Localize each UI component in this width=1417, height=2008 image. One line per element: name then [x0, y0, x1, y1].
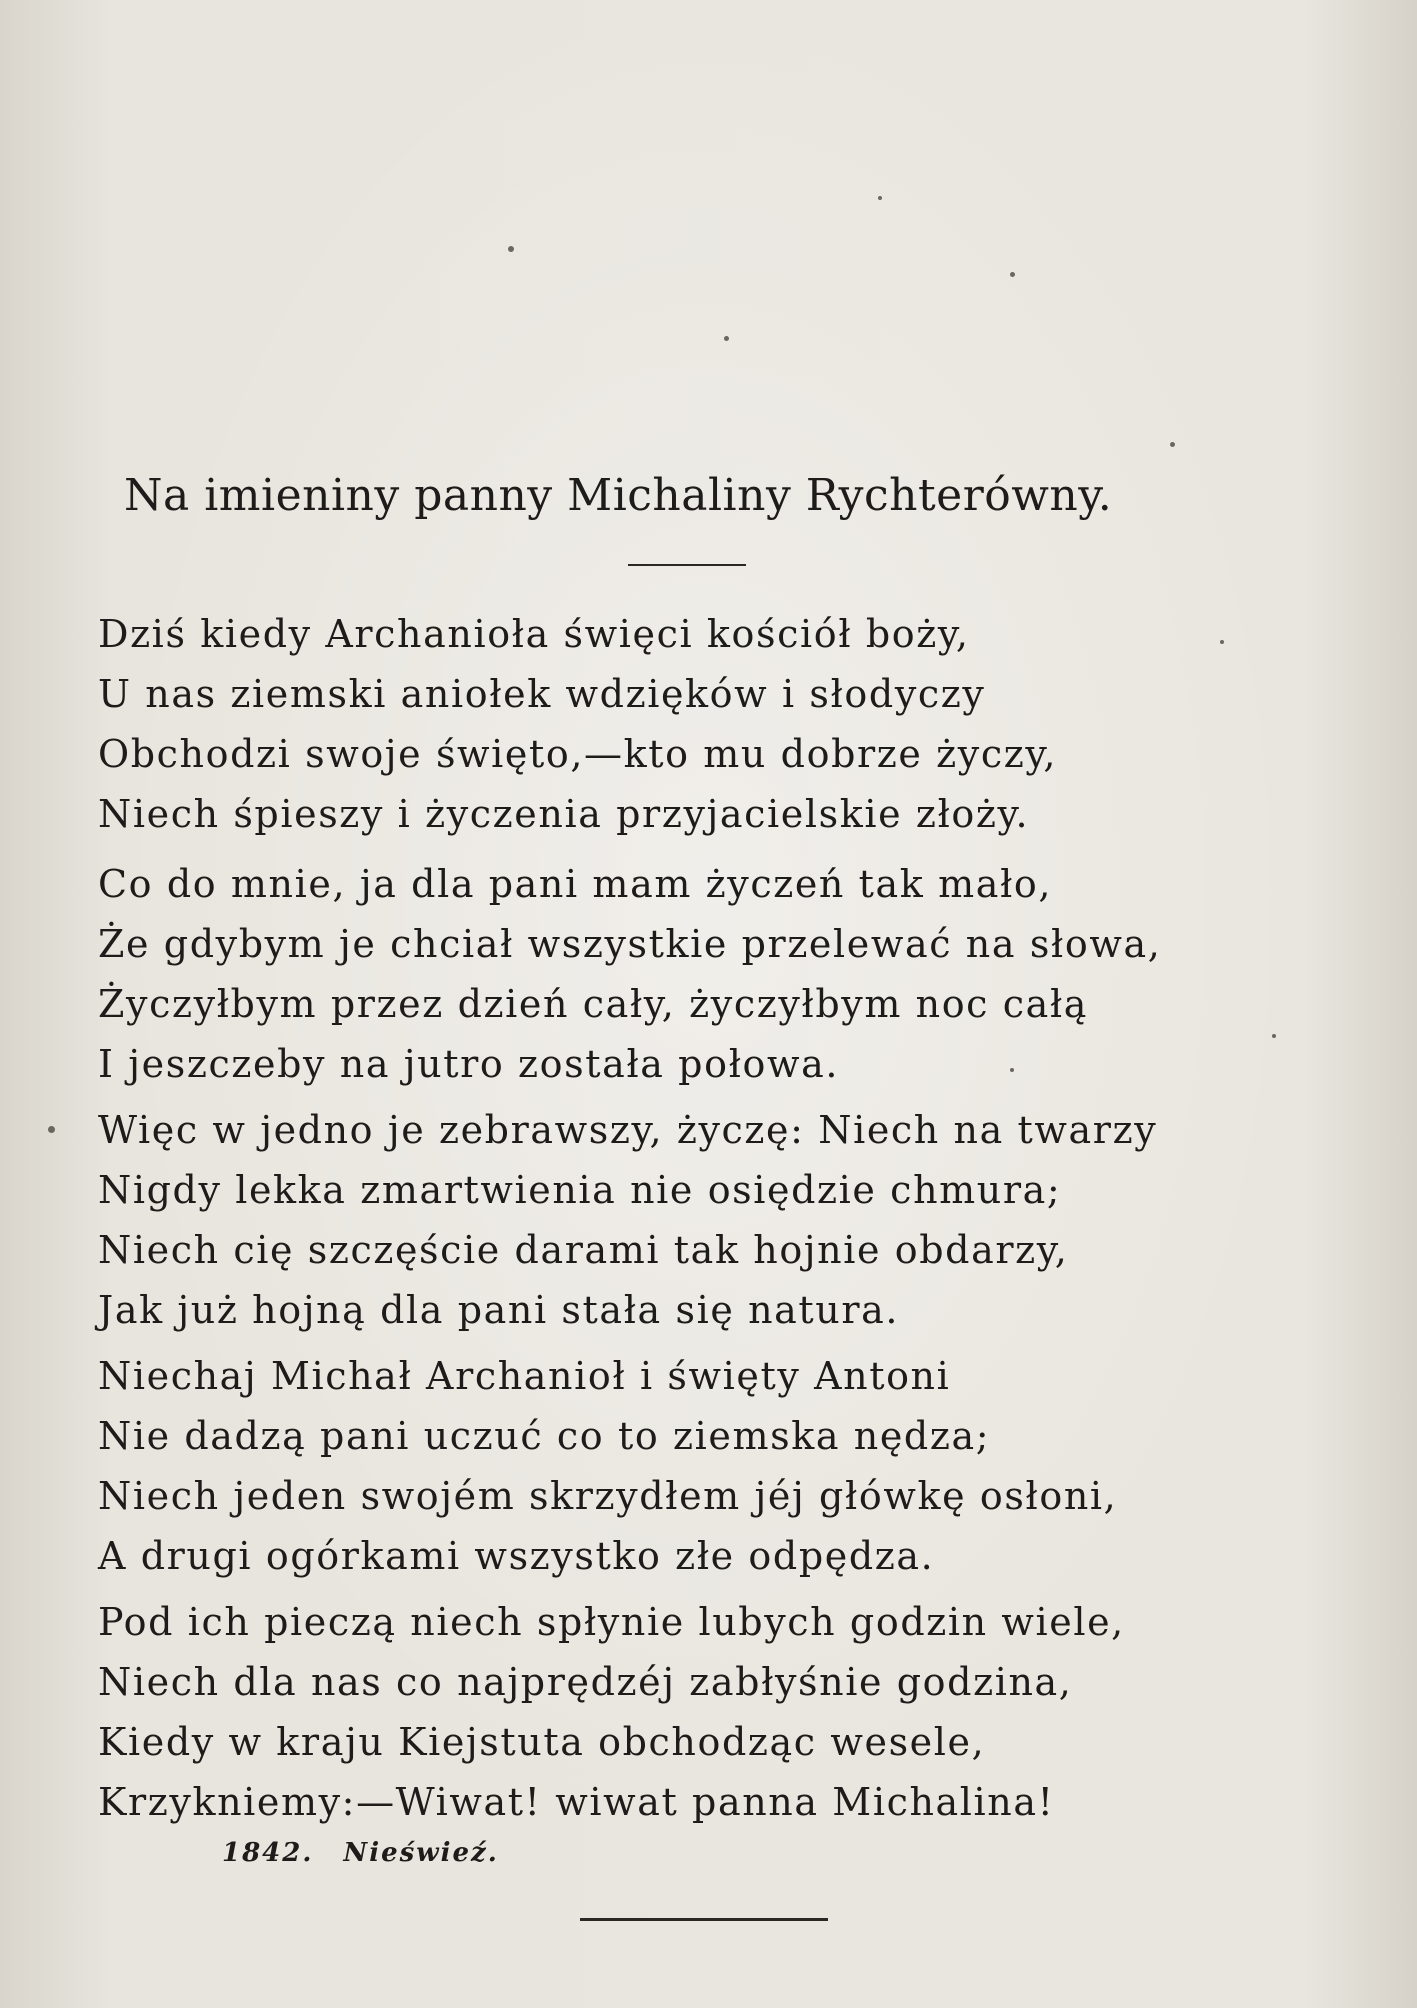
date-year: 1842. — [222, 1838, 314, 1868]
paper-speck — [1272, 1034, 1276, 1038]
poem-line: I jeszczeby na jutro została połowa. — [98, 1042, 840, 1086]
poem-line: Nigdy lekka zmartwienia nie osiędzie chmura; — [98, 1168, 1062, 1212]
poem-line: Więc w jedno je zebrawszy, życzę: Niech na twarzy — [98, 1108, 1158, 1152]
paper-speck — [48, 1126, 55, 1133]
paper-speck — [1170, 442, 1175, 447]
poem-line: Pod ich pieczą niech spłynie lubych godzin wiele, — [98, 1600, 1125, 1644]
poem-line: Życzyłbym przez dzień cały, życzyłbym noc całą — [98, 982, 1089, 1026]
poem-line: U nas ziemski aniołek wdzięków i słodyczy — [98, 672, 986, 716]
date-place: Nieświeź. — [343, 1838, 499, 1868]
title-divider — [628, 564, 746, 566]
poem-line: Kiedy w kraju Kiejstuta obchodząc wesele, — [98, 1720, 986, 1764]
paper-speck — [1220, 640, 1224, 644]
closing-divider — [580, 1918, 828, 1921]
poem-line: Że gdybym je chciał wszystkie przelewać na słowa, — [98, 922, 1162, 966]
poem-line: Niech cię szczęście darami tak hojnie obdarzy, — [98, 1228, 1069, 1272]
paper-speck — [878, 196, 882, 200]
poem-line: Niech jeden swojém skrzydłem jéj główkę osłoni, — [98, 1474, 1118, 1518]
poem-line: Niech śpieszy i życzenia przyjacielskie złoży. — [98, 792, 1030, 836]
poem-line: Co do mnie, ja dla pani mam życzeń tak mało, — [98, 862, 1053, 906]
poem-line: Niechaj Michał Archanioł i święty Antoni — [98, 1354, 951, 1398]
poem-line: Niech dla nas co najprędzéj zabłyśnie godzina, — [98, 1660, 1073, 1704]
poem-line: Nie dadzą pani uczuć co to ziemska nędza; — [98, 1414, 991, 1458]
poem-line: Krzykniemy:—Wiwat! wiwat panna Michalina! — [98, 1780, 1055, 1824]
poem-line: Obchodzi swoje święto,—kto mu dobrze życzy, — [98, 732, 1058, 776]
poem-line: A drugi ogórkami wszystko złe odpędza. — [98, 1534, 935, 1578]
dateline — [222, 1838, 499, 1868]
paper-speck — [1010, 1068, 1014, 1072]
poem-title: Na imieniny panny Michaliny Rychterówny. — [124, 470, 1113, 521]
poem-line: Jak już hojną dla pani stała się natura. — [98, 1288, 900, 1332]
paper-speck — [1010, 272, 1015, 277]
paper-speck — [724, 336, 729, 341]
poem-line: Dziś kiedy Archanioła święci kościół boży, — [98, 612, 970, 656]
paper-speck — [508, 246, 514, 252]
